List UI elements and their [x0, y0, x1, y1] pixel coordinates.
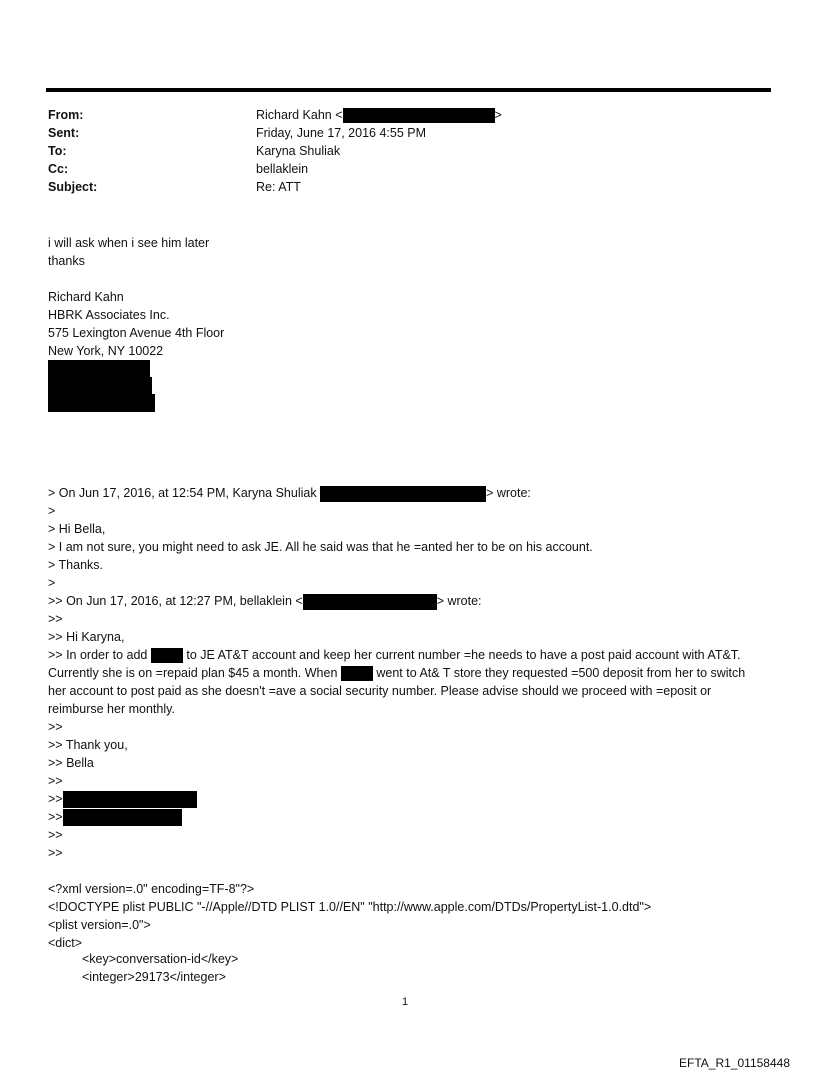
subject-value: Re: ATT [256, 180, 301, 194]
signature-company: HBRK Associates Inc. [48, 308, 170, 322]
xml-line: <?xml version=.0" encoding=TF-8"?> [48, 882, 255, 896]
xml-line: <integer>29173</integer> [82, 970, 226, 984]
quote2-blank: >> [48, 612, 63, 626]
quote2-intro: >> On Jun 17, 2016, at 12:27 PM, bellaklein < > wrote: [48, 594, 482, 608]
redaction-box [63, 809, 182, 826]
from-name: Richard Kahn < [256, 108, 343, 122]
xml-line: <!DOCTYPE plist PUBLIC "-//Apple//DTD PLIST 1.0//EN" "http://www.apple.com/DTDs/PropertyList-1.0.dtd"> [48, 900, 652, 914]
quote2-redacted-line: >> [48, 790, 197, 808]
xml-line: <plist version=.0"> [48, 918, 151, 932]
redaction-box [320, 486, 486, 502]
sent-value: Friday, June 17, 2016 4:55 PM [256, 126, 427, 140]
cc-value: bellaklein [256, 162, 309, 176]
signature-address: 575 Lexington Avenue 4th Floor [48, 326, 225, 340]
sent-label: Sent: [48, 126, 80, 140]
to-value: Karyna Shuliak [256, 144, 341, 158]
header-rule [46, 88, 771, 92]
quote1-greeting: > Hi Bella, [48, 522, 106, 536]
from-label: From: [48, 108, 84, 122]
quote1-thanks: > Thanks. [48, 558, 104, 572]
body-line-2: thanks [48, 254, 85, 268]
signature-name: Richard Kahn [48, 290, 124, 304]
page-number: 1 [402, 996, 409, 1008]
body-line-1: i will ask when i see him later [48, 236, 210, 250]
cc-label: Cc: [48, 162, 69, 176]
quote2-thank-you: >> Thank you, [48, 738, 128, 752]
to-label: To: [48, 144, 67, 158]
redaction-box [48, 394, 155, 412]
redaction-box [341, 666, 373, 681]
from-close: > [494, 108, 502, 122]
quote2-blank: >> [48, 774, 63, 788]
redaction-box [151, 648, 183, 663]
redaction-box [48, 360, 150, 377]
quote2-paragraph: >> In order to add to JE AT&T account and keep her current number =he needs to have a post paid account with AT&T. Currently she is on =repaid plan $45 a month. When went to At& T store they requested =500 deposit from her to switch her account to post paid as she doesn't =ave a social security number. Please advise should we proceed with =eposit or reimburse her monthly. [48, 648, 746, 716]
quote2-blank: >> [48, 828, 63, 842]
redaction-box [63, 791, 197, 808]
signature-city: New York, NY 10022 [48, 344, 164, 358]
redaction-box [303, 594, 437, 610]
quote1-blank: > [48, 504, 56, 518]
quote2-redacted-line: >> [48, 808, 182, 826]
from-value [256, 108, 502, 123]
quote2-blank: >> [48, 846, 63, 860]
quote2-blank: >> [48, 720, 63, 734]
redaction-box [48, 377, 152, 394]
quote1-intro: > On Jun 17, 2016, at 12:54 PM, Karyna Shuliak > wrote: [48, 486, 531, 500]
xml-line: <key>conversation-id</key> [82, 952, 239, 966]
quote2-greeting: >> Hi Karyna, [48, 630, 125, 644]
quote1-blank: > [48, 576, 56, 590]
subject-label: Subject: [48, 180, 98, 194]
xml-line: <dict> [48, 936, 83, 950]
quote2-name: >> Bella [48, 756, 94, 770]
redaction-box [343, 108, 495, 123]
quote1-text: > I am not sure, you might need to ask JE. All he said was that he =anted her to be on his account. [48, 540, 593, 554]
footer-id: EFTA_R1_01158448 [679, 1056, 790, 1070]
